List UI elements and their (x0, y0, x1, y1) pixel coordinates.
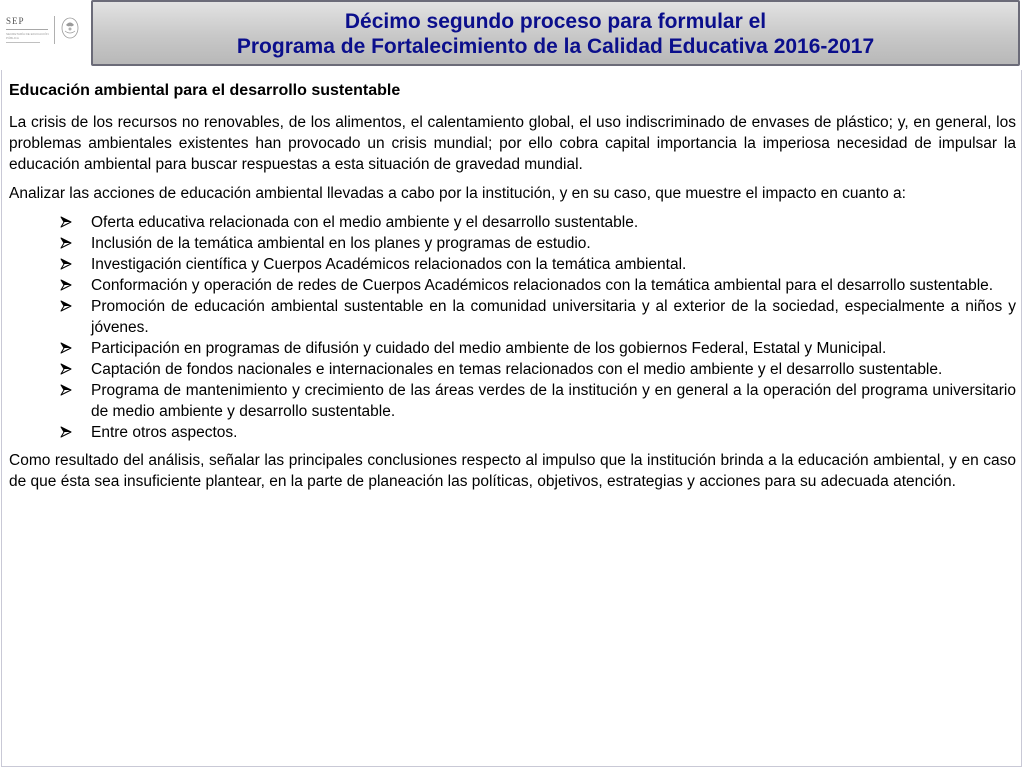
title-banner (91, 0, 1020, 66)
sep-logo-text: SEP (6, 16, 25, 26)
bullet-list (9, 212, 1016, 443)
bullet-text: Investigación científica y Cuerpos Académicos relacionados con la temática ambiental. (91, 256, 687, 273)
sep-logo-rule-2 (6, 42, 40, 43)
bullet-item (9, 296, 1016, 338)
title-line-1: Décimo segundo proceso para formular el (344, 10, 767, 33)
arrowhead-bullet-icon (60, 363, 72, 375)
arrowhead-bullet-icon (60, 279, 72, 291)
logo-divider (54, 16, 55, 44)
intro-paragraph: La crisis de los recursos no renovables, de los alimentos, el calentamiento global, el uso indiscriminado de envases de plástico; y, en general, los problemas ambientales existentes han provocado un crisis mundial; por ello cobra capital importancia la imperiosa necesidad de impulsar la educación ambiental para buscar respuestas a esta situación de gravedad mundial. (9, 114, 1016, 173)
arrowhead-bullet-icon (60, 384, 72, 396)
sep-logo-subtext: SECRETARÍA DE EDUCACIÓN PÚBLICA (6, 32, 49, 40)
bullet-item (9, 275, 1016, 296)
section-heading: Educación ambiental para el desarrollo sustentable (9, 82, 401, 99)
bullet-text: Inclusión de la temática ambiental en los planes y programas de estudio. (91, 235, 591, 252)
title-line-2: Programa de Fortalecimiento de la Calidad Educativa 2016-2017 (236, 35, 875, 58)
arrowhead-bullet-icon (60, 258, 72, 270)
sep-logo (0, 0, 91, 70)
bullet-item (9, 422, 1016, 443)
sep-logo-rule (6, 29, 48, 30)
mexico-seal-icon (60, 16, 80, 40)
arrowhead-bullet-icon (60, 342, 72, 354)
bullet-item (9, 233, 1016, 254)
bullet-text: Conformación y operación de redes de Cuerpos Académicos relacionados con la temática ambiental para el desarrollo sustentable. (91, 277, 994, 294)
conclusion-paragraph: Como resultado del análisis, señalar las principales conclusiones respecto al impulso que la institución brinda a la educación ambiental, y en caso de que ésta sea insuficiente plantear, en la parte de planeación las políticas, objetivos, estrategias y acciones para su adecuada atención. (9, 452, 1016, 490)
arrowhead-bullet-icon (60, 300, 72, 312)
bullet-item (9, 338, 1016, 359)
bullet-text: Participación en programas de difusión y cuidado del medio ambiente de los gobiernos Federal, Estatal y Municipal. (91, 340, 887, 357)
arrowhead-bullet-icon (60, 237, 72, 249)
arrowhead-bullet-icon (60, 426, 72, 438)
arrowhead-bullet-icon (60, 216, 72, 228)
analysis-paragraph: Analizar las acciones de educación ambiental llevadas a cabo por la institución, y en su caso, que muestre el impacto en cuanto a: (9, 185, 906, 202)
sep-logo-inner (6, 16, 80, 44)
bullet-item (9, 212, 1016, 233)
bullet-item (9, 359, 1016, 380)
bullet-item (9, 254, 1016, 275)
bullet-text: Captación de fondos nacionales e internacionales en temas relacionados con el medio ambiente y el desarrollo sustentable. (91, 361, 943, 378)
sep-wordmark (6, 16, 50, 43)
bullet-text: Programa de mantenimiento y crecimiento de las áreas verdes de la institución y en general a la operación del programa universitario de medio ambiente y desarrollo sustentable. (91, 382, 1016, 420)
main-content (9, 80, 1016, 500)
bullet-text: Entre otros aspectos. (91, 424, 238, 441)
bullet-item (9, 380, 1016, 422)
bullet-text: Oferta educativa relacionada con el medio ambiente y el desarrollo sustentable. (91, 214, 639, 231)
bullet-text: Promoción de educación ambiental sustentable en la comunidad universitaria y al exterior de la sociedad, especialmente a niños y jóvenes. (91, 298, 1016, 336)
